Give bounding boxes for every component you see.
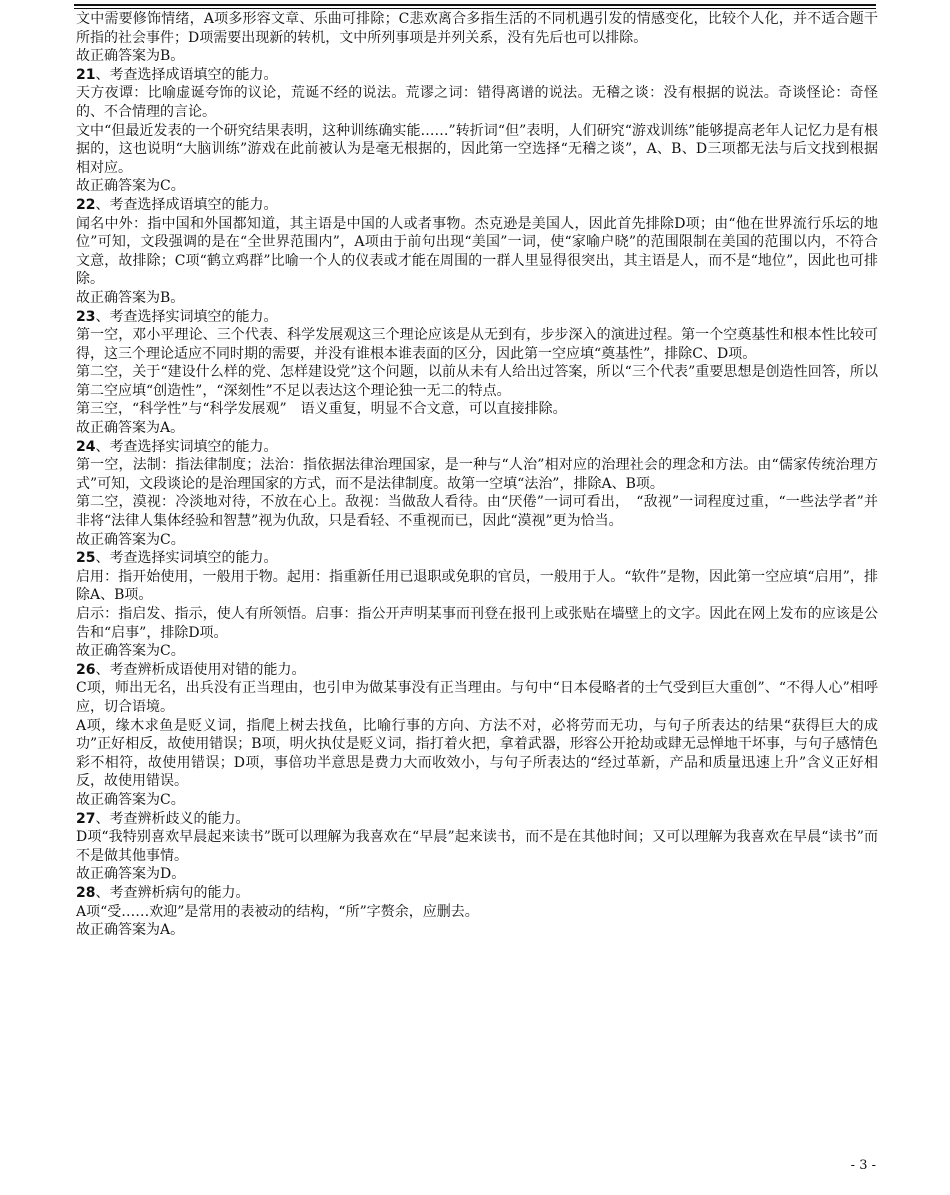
question-number: 22 <box>76 196 96 213</box>
question-title: 、考查选择实词填空的能力。 <box>95 550 278 567</box>
header-rule-thin <box>74 8 876 9</box>
paragraph: 第三空，“科学性”与“科学发展观” 语义重复，明显不合文意，可以直接排除。 <box>76 401 567 418</box>
paragraph: 启用：指开始使用，一般用于物。起用：指重新任用已退职或免职的官员，一般用于人。“软件”是物，因此第一空应填“启用”，排除A、B项。 <box>76 568 878 604</box>
question-title: 、考查辨析成语使用对错的能力。 <box>95 661 306 678</box>
question-number: 26 <box>76 661 96 678</box>
paragraph: 故正确答案为C。 <box>76 531 185 548</box>
paragraph: D项“我特别喜欢早晨起来读书”既可以理解为我喜欢在“早晨”起来读书，而不是在其他时间；又可以理解为我喜欢在早晨“读书”而不是做其他事情。 <box>76 829 878 864</box>
paragraph: 第一空，法制：指法律制度；法治：指依据法律治理国家，是一种与“人治”相对应的治理社会的理念和方法。由“儒家传统治理方式”可知，文段谈论的是治理国家的方式，而不是法律制度。故第一空填“法治”，排除A、B项。 <box>76 457 878 492</box>
paragraph: 闻名中外：指中国和外国都知道，其主语是中国的人或者事物。杰克逊是美国人，因此首先排除D项；由“他在世界流行乐坛的地位”可知，文段强调的是在“全世界范围内”，A项由于前句出现“美国”一词，使“家喻户晓”的范围限制在美国的范围以内，不符合文意，故排除；C项“鹤立鸡群”比喻一个人的仪表或才能在周围的一群人里显得很突出，其主语是人，而不是“地位”，因此也可排除。 <box>76 215 878 288</box>
question-title: 、考查选择成语填空的能力。 <box>95 196 278 213</box>
question-title: 、考查辨析歧义的能力。 <box>95 810 250 827</box>
paragraph: 文中需要修饰情绪，A项多形容文章、乐曲可排除；C悲欢离合多指生活的不同机遇引发的情感变化，比较个人化，并不适合题干所指的社会事件；D项需要出现新的转机，文中所列事项是并列关系，没有先后也可以排除。 <box>76 11 878 46</box>
paragraph: 故正确答案为C。 <box>76 791 185 808</box>
paragraph: 第一空，邓小平理论、三个代表、科学发展观这三个理论应该是从无到有，步步深入的演进过程。第一个空奠基性和根本性比较可得，这三个理论适应不同时期的需要，并没有谁根本谁表面的区分，因此第一空应填“奠基性”，排除C、D项。 <box>76 327 878 362</box>
paragraph: 第二空，漠视：冷淡地对待，不放在心上。敌视：当做敌人看待。由“厌倦”一词可看出， “敌视”一词程度过重，“一些法学者”并非将“法律人集体经验和智慧”视为仇敌，只是看轻、不重视而已，因此“漠视”更为恰当。 <box>76 494 878 530</box>
page-number: - 3 - <box>850 1158 876 1173</box>
paragraph: 故正确答案为B。 <box>76 48 185 65</box>
question-title: 、考查选择实词填空的能力。 <box>95 308 278 325</box>
question-heading <box>76 810 878 829</box>
header-rule <box>74 4 876 6</box>
paragraph: 故正确答案为C。 <box>76 178 185 195</box>
paragraph: 第二空，关于“建设什么样的党、怎样建设党”这个问题，以前从未有人给出过答案，所以“三个代表”重要思想是创造性回答，所以第二空应填“创造性”，“深刻性”不足以表达这个理论独一无二的特点。 <box>76 364 878 399</box>
paragraph: A项，缘木求鱼是贬义词，指爬上树去找鱼，比喻行事的方向、方法不对，必将劳而无功，与句子所表达的结果“获得巨大的成功”正好相反，故使用错误；B项，明火执仗是贬义词，指打着火把，拿着武器，形容公开抢劫或肆无忌惮地干坏事，与句子感情色彩不相符，故使用错误；D项，事倍功半意思是费力大而收效小，与句子所表达的“经过革新，产品和质量迅速上升”含义正好相反，故使用错误。 <box>76 717 878 790</box>
question-number: 24 <box>76 438 96 455</box>
paragraph: 故正确答案为A。 <box>76 420 185 437</box>
paragraph: 故正确答案为C。 <box>76 643 185 660</box>
paragraph: 故正确答案为A。 <box>76 922 185 939</box>
question-heading <box>76 549 878 568</box>
question-title: 、考查选择实词填空的能力。 <box>95 438 278 455</box>
question-heading <box>76 884 878 903</box>
question-number: 23 <box>76 308 96 325</box>
question-number: 27 <box>76 810 96 827</box>
paragraph: C项，师出无名，出兵没有正当理由，也引申为做某事没有正当理由。与句中“日本侵略者的士气受到巨大重创”、“不得人心”相呼应，切合语境。 <box>76 680 878 715</box>
question-heading <box>76 438 878 457</box>
question-number: 28 <box>76 884 96 901</box>
paragraph: 故正确答案为D。 <box>76 866 186 883</box>
question-title: 、考查辨析病句的能力。 <box>95 884 250 901</box>
paragraph: A项“受……欢迎”是常用的表被动的结构，“所”字赘余，应删去。 <box>76 903 479 920</box>
paragraph: 文中“但最近发表的一个研究结果表明，这种训练确实能……”转折词“但”表明，人们研究“游戏训练”能够提高老年人记忆力是有根据的，这也说明“大脑训练”游戏在此前被认为是毫无根据的，因此第一空选择“无稽之谈”，A、B、D三项都无法与后文找到根据相对应。 <box>76 122 878 176</box>
question-heading <box>76 308 878 327</box>
question-number: 21 <box>76 66 96 83</box>
paragraph: 故正确答案为B。 <box>76 289 185 306</box>
question-heading <box>76 196 878 215</box>
question-title: 、考查选择成语填空的能力。 <box>95 66 278 83</box>
question-heading <box>76 66 878 85</box>
question-heading <box>76 661 878 680</box>
document-body <box>76 10 878 940</box>
paragraph: 天方夜谭：比喻虚诞夸饰的议论，荒诞不经的说法。荒谬之词：错得离谱的说法。无稽之谈：没有根据的说法。奇谈怪论：奇怪的、不合情理的言论。 <box>76 85 878 120</box>
question-number: 25 <box>76 550 96 567</box>
paragraph: 启示：指启发、指示，使人有所领悟。启事：指公开声明某事而刊登在报刊上或张贴在墙壁上的文字。因此在网上发布的应该是公告和“启事”，排除D项。 <box>76 606 878 641</box>
